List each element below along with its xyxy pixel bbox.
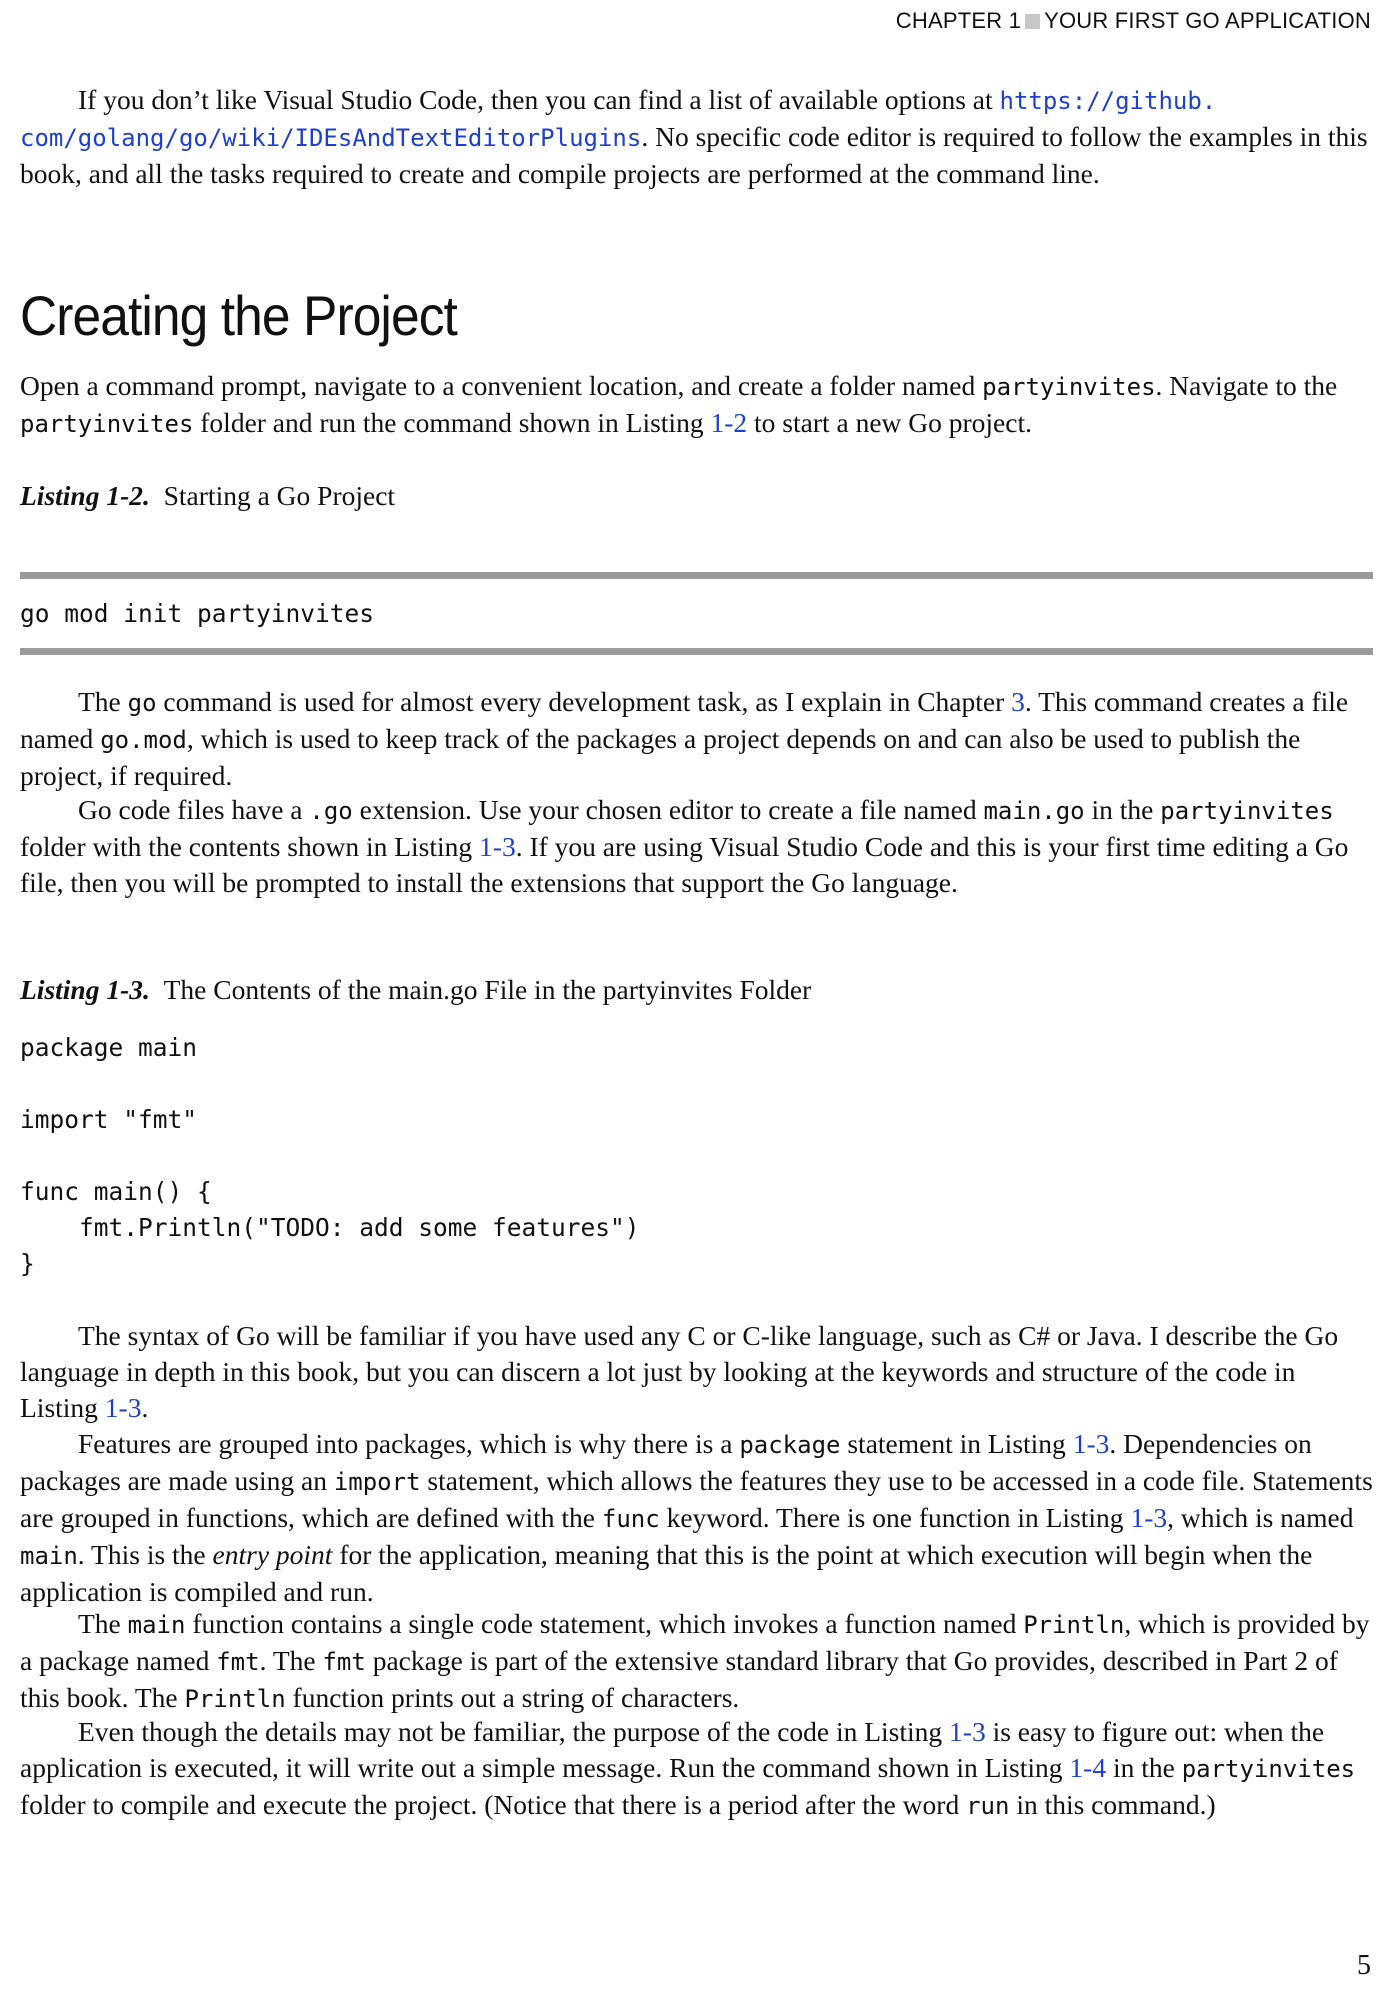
section-heading: Creating the Project — [20, 284, 457, 347]
inline-code: main.go — [983, 797, 1085, 825]
text: in this command.) — [1009, 1789, 1216, 1820]
code-listing-1-3: package main import "fmt" func main() { fmt.Println("TODO: add some features") } — [20, 1033, 640, 1278]
listing-1-2-box — [20, 572, 1373, 655]
text: , which is named — [1167, 1502, 1354, 1533]
inline-code: package — [739, 1431, 841, 1459]
inline-code: go — [127, 689, 157, 717]
text: The syntax of Go will be familiar if you have used any C or C-like language, such as C# or Java. I describe the Go language in depth in this book, but you can discern a lot just by looking at the keywords and structure of the code in Listing — [20, 1320, 1339, 1423]
listing-link[interactable]: 1-3 — [1072, 1428, 1110, 1459]
inline-code: .go — [309, 797, 353, 825]
listing-link[interactable]: 1-2 — [710, 407, 748, 438]
text: . No specific code editor is required to follow the examples in this book, and all the tasks required to create and compile projects are performed at the command line. — [20, 121, 1368, 189]
text: . If you are using Visual Studio Code and this is your first time editing a Go file, then you will be prompted to install the extensions that support the Go language. — [20, 831, 1349, 898]
text: is easy to figure out: when the application is executed, it will write out a simple message. Run the command shown in Listing — [20, 1716, 1325, 1783]
inline-code: main — [20, 1542, 78, 1570]
text: statement in Listing — [840, 1428, 1073, 1459]
code-listing-1-2: go mod init partyinvites — [20, 599, 375, 628]
text: command is used for almost every development task, as I explain in Chapter — [156, 686, 1012, 717]
inline-code: go.mod — [100, 726, 187, 754]
text: function prints out a string of characters. — [285, 1682, 740, 1713]
inline-code: fmt — [216, 1648, 260, 1676]
listing-title: The Contents of the main.go File in the partyinvites Folder — [163, 974, 812, 1005]
text: folder and run the command shown in Listing — [193, 407, 711, 438]
running-header — [896, 8, 1371, 34]
text: extension. Use your chosen editor to create a file named — [352, 794, 984, 825]
chapter-link[interactable]: 3 — [1011, 686, 1025, 717]
paragraph-packages — [20, 1426, 1373, 1610]
listing-title: Starting a Go Project — [163, 480, 396, 511]
text: package is part of the extensive standard library that Go provides, described in Part 2 of this book. The — [20, 1645, 1338, 1713]
listing-link[interactable]: 1-3 — [1130, 1502, 1168, 1533]
text: . Navigate to the — [1155, 370, 1338, 401]
intro-paragraph — [20, 82, 1373, 192]
inline-code: partyinvites — [20, 410, 194, 438]
text: . The — [259, 1645, 323, 1676]
chapter-title: YOUR FIRST GO APPLICATION — [1044, 8, 1371, 33]
text: The — [78, 1608, 128, 1639]
listing-link[interactable]: 1-3 — [479, 831, 516, 862]
inline-code: partyinvites — [982, 373, 1156, 401]
text: . — [141, 1392, 149, 1423]
inline-code: Println — [1023, 1611, 1125, 1639]
text: for the application, meaning that this is the point at which execution will begin when the application is compiled and run. — [20, 1539, 1313, 1607]
inline-code: partyinvites — [1181, 1755, 1356, 1783]
listing-caption-1-3 — [20, 972, 811, 1008]
emphasis: entry point — [212, 1539, 333, 1570]
link-part-2[interactable]: com/golang/go/wiki/IDEsAndTextEditorPlugins — [20, 124, 642, 152]
text: If you don’t like Visual Studio Code, then you can find a list of available options at — [78, 84, 1000, 115]
listing-caption-1-2 — [20, 478, 395, 514]
link-part-1[interactable]: https://github. — [999, 87, 1217, 115]
text: , which is used to keep track of the packages a project depends on and can also be used to publish the project, if required. — [20, 723, 1301, 791]
text: . This is the — [77, 1539, 213, 1570]
text: in the — [1084, 794, 1161, 825]
text: Go code files have a — [78, 794, 310, 825]
book-page — [20, 0, 1373, 2000]
text: to start a new Go project. — [747, 407, 1032, 438]
listing-number: Listing 1-3. — [20, 974, 150, 1005]
inline-code: main — [127, 1611, 186, 1639]
text: in the — [1106, 1752, 1182, 1783]
header-square-icon — [1025, 14, 1040, 29]
text: . This command creates a file named — [20, 686, 1349, 754]
inline-code: import — [333, 1468, 421, 1496]
inline-code: fmt — [322, 1648, 366, 1676]
inline-code: Println — [184, 1685, 286, 1713]
paragraph-syntax — [20, 1318, 1373, 1426]
listing-number: Listing 1-2. — [20, 480, 150, 511]
paragraph-go-files — [20, 792, 1373, 901]
text: function contains a single code statement, which invokes a function named — [185, 1608, 1024, 1639]
text: folder with the contents shown in Listing — [20, 831, 480, 862]
inline-code: partyinvites — [1160, 797, 1334, 825]
inline-code: func — [601, 1505, 660, 1533]
inline-code: run — [966, 1792, 1010, 1820]
text: statement, which allows the features they use to be accessed in a code file. Statements are grouped in functions, which are defined with the — [20, 1465, 1373, 1533]
paragraph-go-command — [20, 684, 1373, 794]
text: Features are grouped into packages, which is why there is a — [78, 1428, 740, 1459]
text: . Dependencies on packages are made using an — [20, 1428, 1312, 1496]
top-rule — [20, 572, 1373, 579]
text: keyword. There is one function in Listing — [659, 1502, 1131, 1533]
listing-link[interactable]: 1-4 — [1069, 1752, 1107, 1783]
text: Even though the details may not be familiar, the purpose of the code in Listing — [78, 1716, 950, 1747]
paragraph-main-function — [20, 1606, 1373, 1717]
bottom-rule — [20, 648, 1373, 655]
listing-link[interactable]: 1-3 — [104, 1392, 142, 1423]
paragraph-run-command — [20, 1714, 1373, 1824]
text: Open a command prompt, navigate to a convenient location, and create a folder named — [20, 370, 983, 401]
page-number: 5 — [1357, 1950, 1371, 1981]
text: folder to compile and execute the project. (Notice that there is a period after the word — [20, 1789, 967, 1820]
paragraph-create-folder — [20, 368, 1373, 442]
listing-link[interactable]: 1-3 — [949, 1716, 986, 1747]
text: , which is provided by a package named — [20, 1608, 1370, 1676]
chapter-label: CHAPTER 1 — [895, 8, 1022, 33]
text: The — [78, 686, 128, 717]
